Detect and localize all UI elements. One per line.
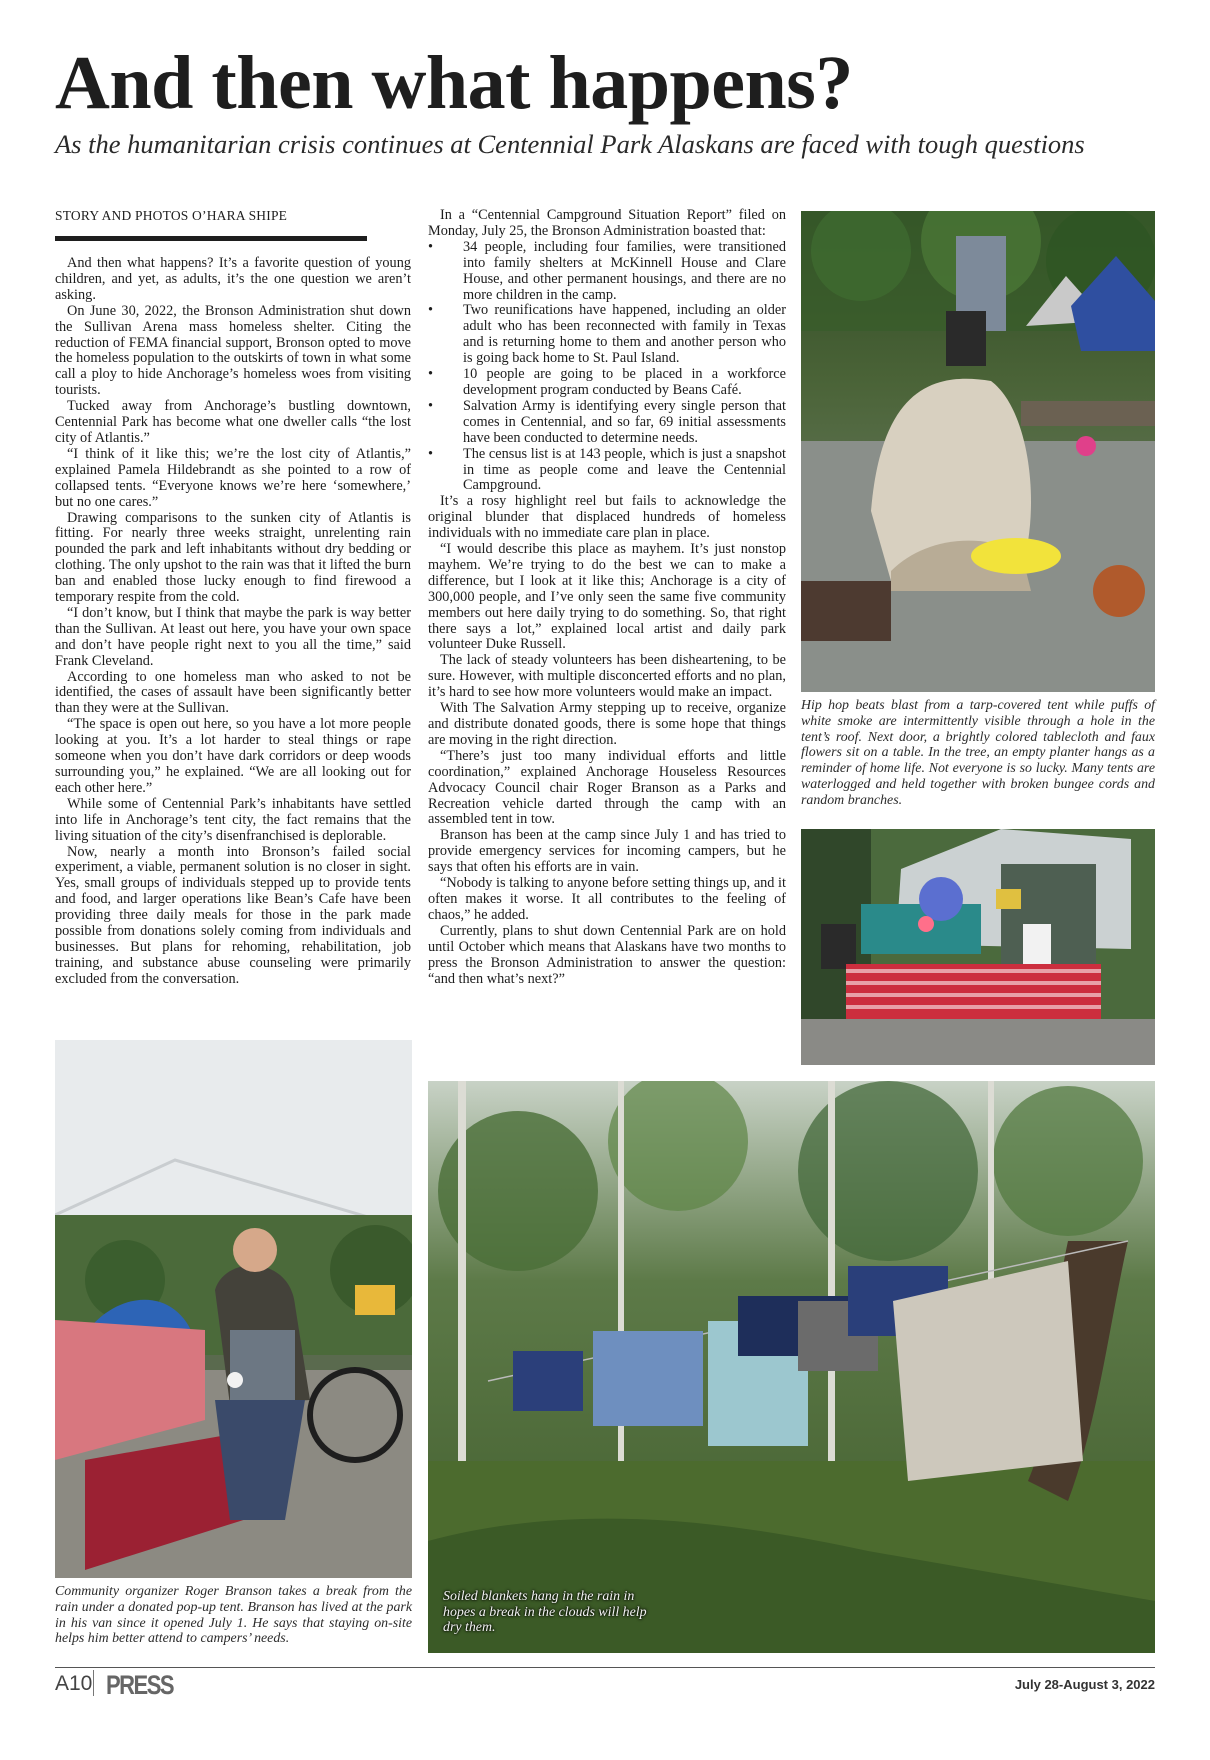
bullet-icon: •	[428, 397, 434, 414]
paragraph: According to one homeless man who asked to not be identified, the cases of assault have been significantly better than they were at the Sullivan.	[55, 668, 411, 717]
photo-picnic-table	[801, 829, 1155, 1065]
paragraph: The lack of steady volunteers has been disheartening, to be sure. However, with multiple disconcerted efforts and no plan, it’s hard to see how more volunteers would make an impact.	[428, 652, 786, 701]
bullet-icon: •	[428, 366, 434, 383]
paragraph: With The Salvation Army stepping up to receive, organize and distribute donated goods, there is some hope that things are moving in the right direction.	[428, 700, 786, 748]
situation-report-list	[428, 240, 786, 495]
paragraph: Tucked away from Anchorage’s bustling downtown, Centennial Park has become what one dweller calls “the lost city of Atlantis.”	[55, 398, 411, 446]
caption-hanging-blankets: Soiled blankets hang in the rain in hopes a break in the clouds will help dry them.	[443, 1589, 647, 1635]
paragraph: “There’s just too many individual efforts and little coordination,” explained Anchorage Houseless Resources Advocacy Council chair Roger Branson as a Parks and Recreation vehicle darted through the camp with an assembled tent in tow.	[428, 747, 786, 828]
photo-roger-branson	[55, 1040, 412, 1578]
issue-date: July 28-August 3, 2022	[1014, 1677, 1155, 1692]
press-logo-text: PRESS	[106, 1670, 174, 1700]
paragraph: “I would describe this place as mayhem. It’s just nonstop mayhem. We’re trying to do the best we can to make a difference, but I look at it like this; Anchorage is a city of 300,000 people, and I’ve only seen the same five community members out here daily trying to do something. So, that right there says a lot,” explained local artist and daily park volunteer Duke Russell.	[428, 541, 786, 653]
caption-roger-branson: Community organizer Roger Branson takes a break from the rain under a donated pop-up tent. Branson has lived at the park in his van since it opened July 1. He says that staying on-site helps him better attend to campers’ needs.	[55, 1584, 412, 1647]
article-column-1	[55, 256, 411, 988]
paragraph: In a “Centennial Campground Situation Report” filed on Monday, July 25, the Bronson Administration boasted that:	[428, 207, 786, 239]
headline: And then what happens?	[55, 41, 853, 125]
paragraph: Now, nearly a month into Bronson’s failed social experiment, a viable, permanent solution is no closer in sight. Yes, small groups of individuals stepped up to provide tents and food, and larger operations like Bean’s Cafe have been providing three daily meals for those in the park made possible from donations solely coming from individuals and businesses. But plans for rehoming, rehabilitation, job training, and substance abuse counseling were primarily excluded from the conversation.	[55, 843, 411, 987]
paragraph: While some of Centennial Park’s inhabitants have settled into life in Anchorage’s tent city, the fact remains that the living situation of the city’s disenfranchised is deplorable.	[55, 795, 411, 844]
footer-rule	[55, 1667, 1155, 1668]
caption-tarp-tent: Hip hop beats blast from a tarp-covered tent while puffs of white smoke are intermittently visible through a hole in the tent’s roof. Next door, a brightly colored tablecloth and faux flowers sit on a table. In the tree, an empty planter hangs as a reminder of home life. Not everyone is so lucky. Many tents are waterlogged and held together with broken bungee cords and random branches.	[801, 698, 1155, 808]
list-item: • Two reunifications have happened, including an older adult who has been reconnected with family in Texas and is returning home to them and another person who is going back home to St. Paul Island.	[428, 302, 786, 367]
page-number: A10	[55, 1672, 93, 1695]
paragraph: “I think of it like this; we’re the lost city of Atlantis,” explained Pamela Hildebrandt as she pointed to a row of collapsed tents. “Everyone knows we’re here ‘somewhere,’ but no one cares.”	[55, 445, 411, 510]
paragraph: “Nobody is talking to anyone before setting things up, and it often makes it worse. It all contributes to the feeling of chaos,” he added.	[428, 875, 786, 923]
photo-tarp-tent	[801, 211, 1155, 692]
list-item: • 10 people are going to be placed in a workforce development program conducted by Beans Café.	[428, 366, 786, 398]
list-item: • The census list is at 143 people, which is just a snapshot in time as people come and leave the Centennial Campground.	[428, 445, 786, 494]
bullet-icon: •	[428, 445, 434, 462]
paragraph: And then what happens? It’s a favorite question of young children, and yet, as adults, it’s the one question we aren’t asking.	[55, 255, 411, 303]
bullet-icon: •	[428, 238, 434, 255]
paragraph: Drawing comparisons to the sunken city of Atlantis is fitting. For nearly three weeks straight, unrelenting rain pounded the park and left inhabitants without dry bedding or clothing. The only upshot to the rain was that it lifted the burn ban and enabled those lucky enough to find firewood a temporary respite from the cold.	[55, 509, 411, 606]
bullet-icon: •	[428, 302, 434, 319]
paragraph: It’s a rosy highlight reel but fails to acknowledge the original blunder that displaced hundreds of homeless individuals with no immediate care plan in place.	[428, 493, 786, 542]
deck: As the humanitarian crisis continues at Centennial Park Alaskans are faced with tough questions	[55, 129, 1085, 159]
paragraph: “The space is open out here, so you have a lot more people looking at you. It’s a lot harder to steal things or rape someone when you don’t have dark corridors or deep woods surrounding you,” he explained. “We are all looking out for each other here.”	[55, 716, 411, 796]
list-item: • 34 people, including four families, were transitioned into family shelters at McKinnell House and Clare House, and other permanent housings, and there are no more children in the camp.	[428, 238, 786, 303]
paragraph: “I don’t know, but I think that maybe the park is way better than the Sullivan. At least out here, you have your own space and don’t have people right next to you all the time,” said Frank Cleveland.	[55, 604, 411, 669]
paragraph: Currently, plans to shut down Centennial Park are on hold until October which means that Alaskans have two months to press the Bronson Administration to answer the question: “and then what’s next?”	[428, 922, 786, 987]
list-item: • Salvation Army is identifying every single person that comes in Centennial, and so far, 69 initial assessments have been conducted to determine needs.	[428, 397, 786, 446]
byline: STORY AND PHOTOS O’HARA SHIPE	[55, 208, 288, 223]
paragraph: On June 30, 2022, the Bronson Administration shut down the Sullivan Arena mass homeless shelter. Citing the reduction of FEMA financial support, Bronson opted to move the homeless population to the outskirts of town in what some call a ploy to hide Anchorage’s homeless woes from visiting tourists.	[55, 302, 411, 399]
paragraph: Branson has been at the camp since July 1 and has tried to provide emergency services for incoming campers, but he says that often his efforts are in vain.	[428, 827, 786, 876]
byline-rule	[55, 236, 367, 241]
photo-hanging-blankets	[428, 1081, 1155, 1653]
article-column-2	[428, 208, 786, 987]
